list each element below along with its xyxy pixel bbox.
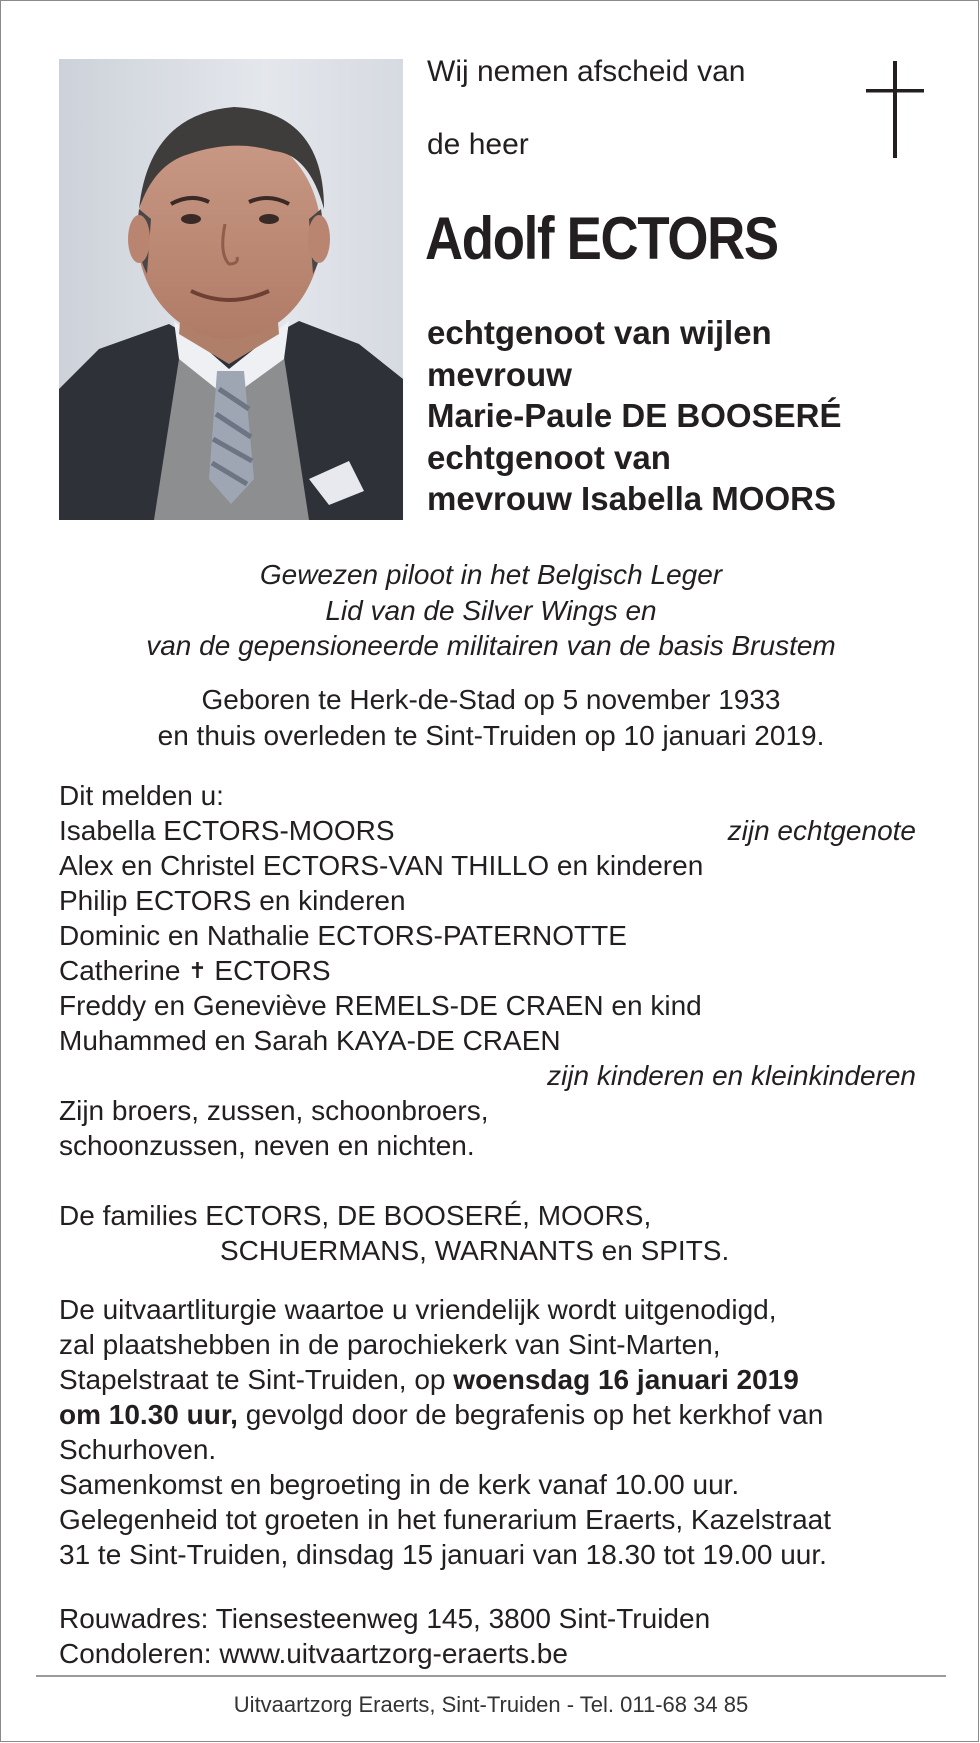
funeral-line: Schurhoven. <box>59 1434 217 1465</box>
portrait-photo <box>59 59 403 520</box>
relative-line: Philip ECTORS en kinderen <box>59 885 406 916</box>
siblings-line: Zijn broers, zussen, schoonbroers, <box>59 1095 489 1126</box>
funeral-line <box>59 1362 939 1397</box>
announce-heading: Dit melden u: <box>59 780 224 811</box>
birth-line: Geboren te Herk-de-Stad op 5 november 1933 <box>201 684 781 715</box>
career-line: Gewezen piloot in het Belgisch Leger <box>259 559 723 590</box>
spouse-line: mevrouw Isabella MOORS <box>427 480 836 517</box>
birth-death-block <box>1 682 979 753</box>
condolence-link[interactable]: Condoleren: www.uitvaartzorg-eraerts.be <box>59 1638 568 1669</box>
career-block <box>1 557 979 664</box>
families-line: SCHUERMANS, WARNANTS en SPITS. <box>220 1235 730 1266</box>
career-line: Lid van de Silver Wings en <box>325 594 657 626</box>
spouse-line: echtgenoot van <box>427 438 671 476</box>
siblings-line: schoonzussen, neven en nichten. <box>59 1130 475 1161</box>
relative-line: Freddy en Geneviève REMELS-DE CRAEN en kind <box>59 990 702 1021</box>
relative-line: Dominic en Nathalie ECTORS-PATERNOTTE <box>59 920 627 951</box>
funeral-home-footer: Uitvaartzorg Eraerts, Sint-Truiden - Tel. 011-68 34 85 <box>233 1692 749 1717</box>
career-line: van de gepensioneerde militairen van de basis Brustem <box>146 630 836 661</box>
portrait-illustration <box>59 59 403 520</box>
title-line: de heer <box>427 128 529 161</box>
relative-line: Alex en Christel ECTORS-VAN THILLO en kinderen <box>59 850 704 881</box>
intro-line: Wij nemen afscheid van <box>427 55 746 88</box>
death-line: en thuis overleden te Sint-Truiden op 10 januari 2019. <box>157 719 825 751</box>
visitation-line: 31 te Sint-Truiden, dinsdag 15 januari van 18.30 tot 19.00 uur. <box>59 1539 827 1570</box>
cross-icon <box>866 61 926 161</box>
burial-info: gevolgd door de begrafenis op het kerkhof van <box>237 1399 824 1430</box>
footer-separator <box>36 1675 946 1677</box>
spouse-name: Isabella ECTORS-MOORS <box>59 815 395 846</box>
relative-last-name: ECTORS <box>214 955 331 986</box>
spouse-line: Marie-Paule DE BOOSERÉ <box>427 397 842 434</box>
gathering-line: Samenkomst en begroeting in de kerk vanaf 10.00 uur. <box>59 1469 740 1500</box>
mourning-address: Rouwadres: Tiensesteenweg 145, 3800 Sint-Truiden <box>59 1603 711 1634</box>
funeral-line <box>59 1397 939 1432</box>
spouse-line: echtgenoot van wijlen <box>427 314 772 351</box>
relative-line: Muhammed en Sarah KAYA-DE CRAEN <box>59 1025 561 1056</box>
relative-line-catherine <box>59 953 331 988</box>
visitation-line: Gelegenheid tot groeten in het funerarium Eraerts, Kazelstraat <box>59 1504 831 1535</box>
children-role: zijn kinderen en kleinkinderen <box>547 1060 916 1091</box>
funeral-time: om 10.30 uur, <box>59 1399 238 1430</box>
spouse-line: mevrouw <box>427 355 572 393</box>
funeral-details <box>59 1292 939 1572</box>
deceased-cross-icon: ✝ <box>188 958 207 983</box>
funeral-location: Stapelstraat te Sint-Truiden, op <box>59 1364 454 1395</box>
spouse-block <box>427 312 947 520</box>
funeral-line: De uitvaartliturgie waartoe u vriendelijk wordt uitgenodigd, <box>59 1294 777 1325</box>
spouse-role: zijn echtgenote <box>727 815 916 846</box>
families-line: De families ECTORS, DE BOOSERÉ, MOORS, <box>59 1200 652 1231</box>
relative-first-name: Catherine <box>59 955 181 986</box>
funeral-date: woensdag 16 januari 2019 <box>453 1364 799 1395</box>
deceased-name: Adolf ECTORS <box>425 205 778 272</box>
funeral-line: zal plaatshebben in de parochiekerk van Sint-Marten, <box>59 1329 721 1360</box>
